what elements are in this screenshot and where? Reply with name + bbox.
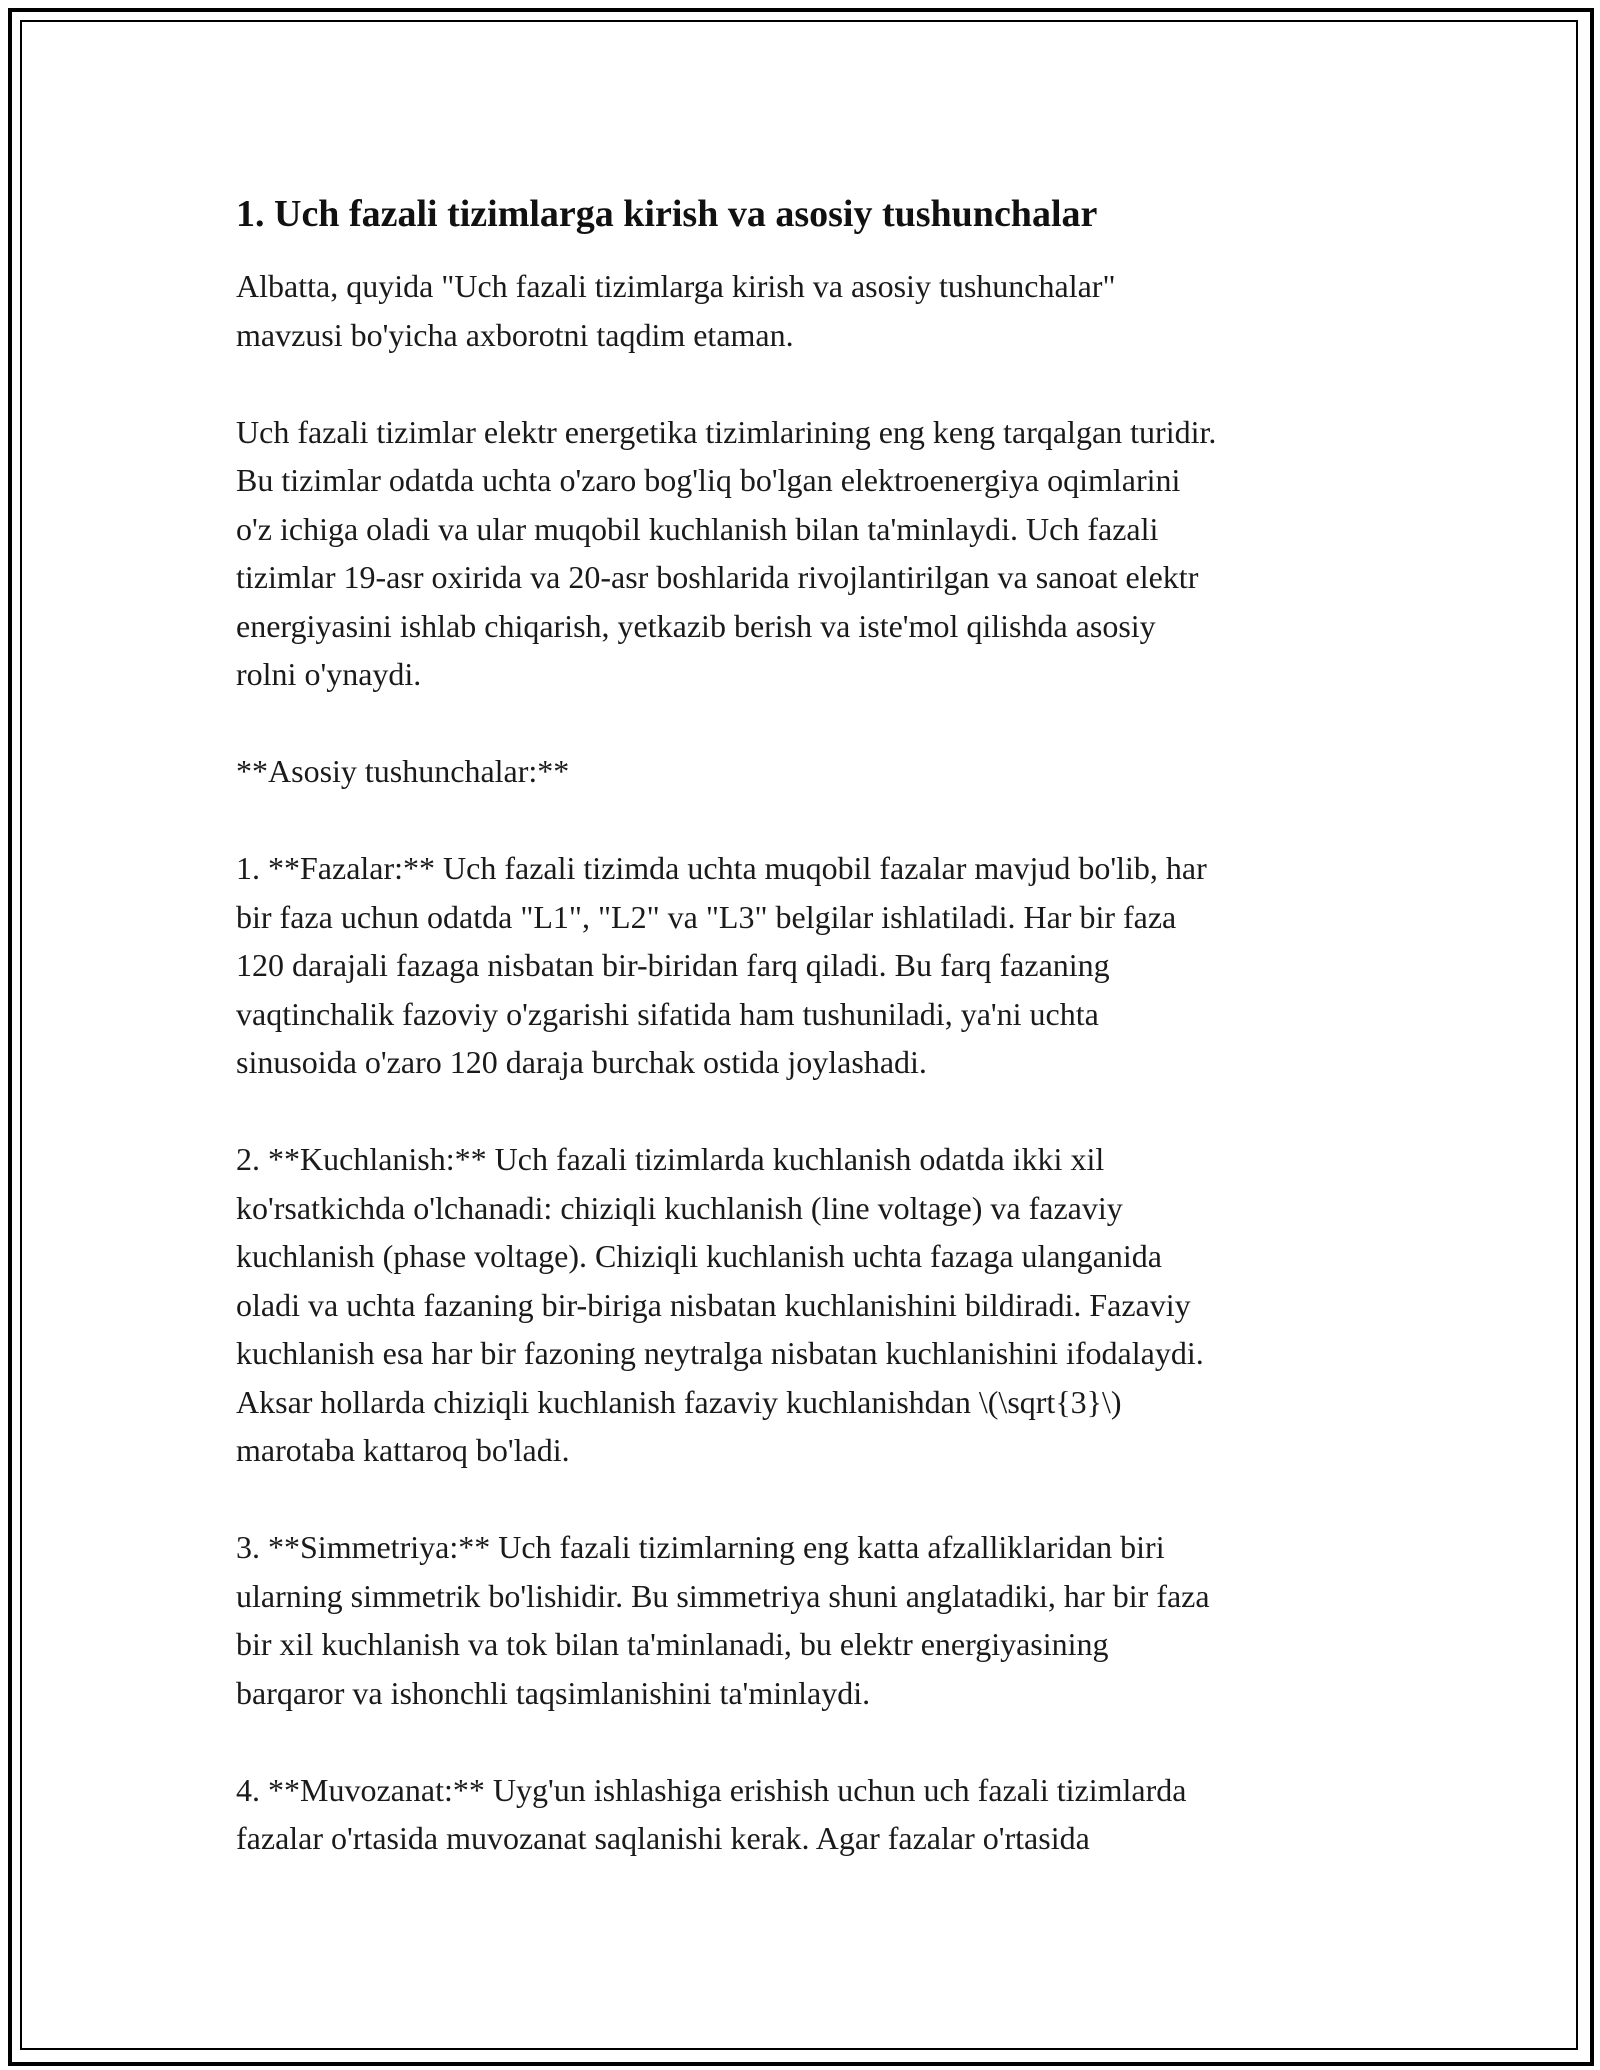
paragraph-overview: Uch fazali tizimlar elektr energetika tizimlarining eng keng tarqalgan turidir. Bu tizimlar odatda uchta o'zaro bog'liq bo'lgan elektroenergiya oqimlarini o'z ichiga oladi va ular muqobil kuchlanish bilan ta'minlaydi. Uch fazali tizimlar 19-asr oxirida va 20-asr boshlarida rivojlantirilgan va sanoat elektr energiyasini ishlab chiqarish, yetkazib berish va iste'mol qilishda asosiy rolni o'ynaydi. <box>236 413 1217 692</box>
paragraph-balance: 4. **Muvozanat:** Uyg'un ishlashiga erishish uchun uch fazali tizimlarda fazalar o'rtasida muvozanat saqlanishi kerak. Agar fazalar o'rtasida <box>236 1771 1187 1856</box>
document-body <box>236 188 1376 1911</box>
paragraph-heading-key-concepts: **Asosiy tushunchalar:** <box>236 753 570 789</box>
paragraph-symmetry: 3. **Simmetriya:** Uch fazali tizimlarning eng katta afzalliklaridan biri ularning simmetrik bo'lishidir. Bu simmetriya shuni anglatadiki, har bir faza bir xil kuchlanish va tok bilan ta'minlanadi, bu elektr energiyasining barqaror va ishonchli taqsimlanishini ta'minlaydi. <box>236 1529 1210 1711</box>
document-title: 1. Uch fazali tizimlarga kirish va asosiy tushunchalar <box>236 193 1098 235</box>
paragraph-voltage: 2. **Kuchlanish:** Uch fazali tizimlarda kuchlanish odatda ikki xil ko'rsatkichda o'lchanadi: chiziqli kuchlanish (line voltage) va fazaviy kuchlanish (phase voltage). Chiziqli kuchlanish uchta fazaga ulanganida oladi va uchta fazaning bir-biriga nisbatan kuchlanishini bildiradi. Fazaviy kuchlanish esa har bir fazoning neytralga nisbatan kuchlanishini ifodalaydi. Aksar hollarda chiziqli kuchlanish fazaviy kuchlanishdan \(\sqrt{3}\) marotaba kattaroq bo'ladi. <box>236 1141 1204 1468</box>
paragraph-intro: Albatta, quyida "Uch fazali tizimlarga kirish va asosiy tushunchalar" mavzusi bo'yicha axborotni taqdim etaman. <box>236 268 1116 353</box>
paragraph-phases: 1. **Fazalar:** Uch fazali tizimda uchta muqobil fazalar mavjud bo'lib, har bir faza uchun odatda "L1", "L2" va "L3" belgilar ishlatiladi. Har bir faza 120 darajali fazaga nisbatan bir-biridan farq qiladi. Bu farq fazaning vaqtinchalik fazoviy o'zgarishi sifatida ham tushuniladi, ya'ni uchta sinusoida o'zaro 120 daraja burchak ostida joylashadi. <box>236 850 1207 1080</box>
